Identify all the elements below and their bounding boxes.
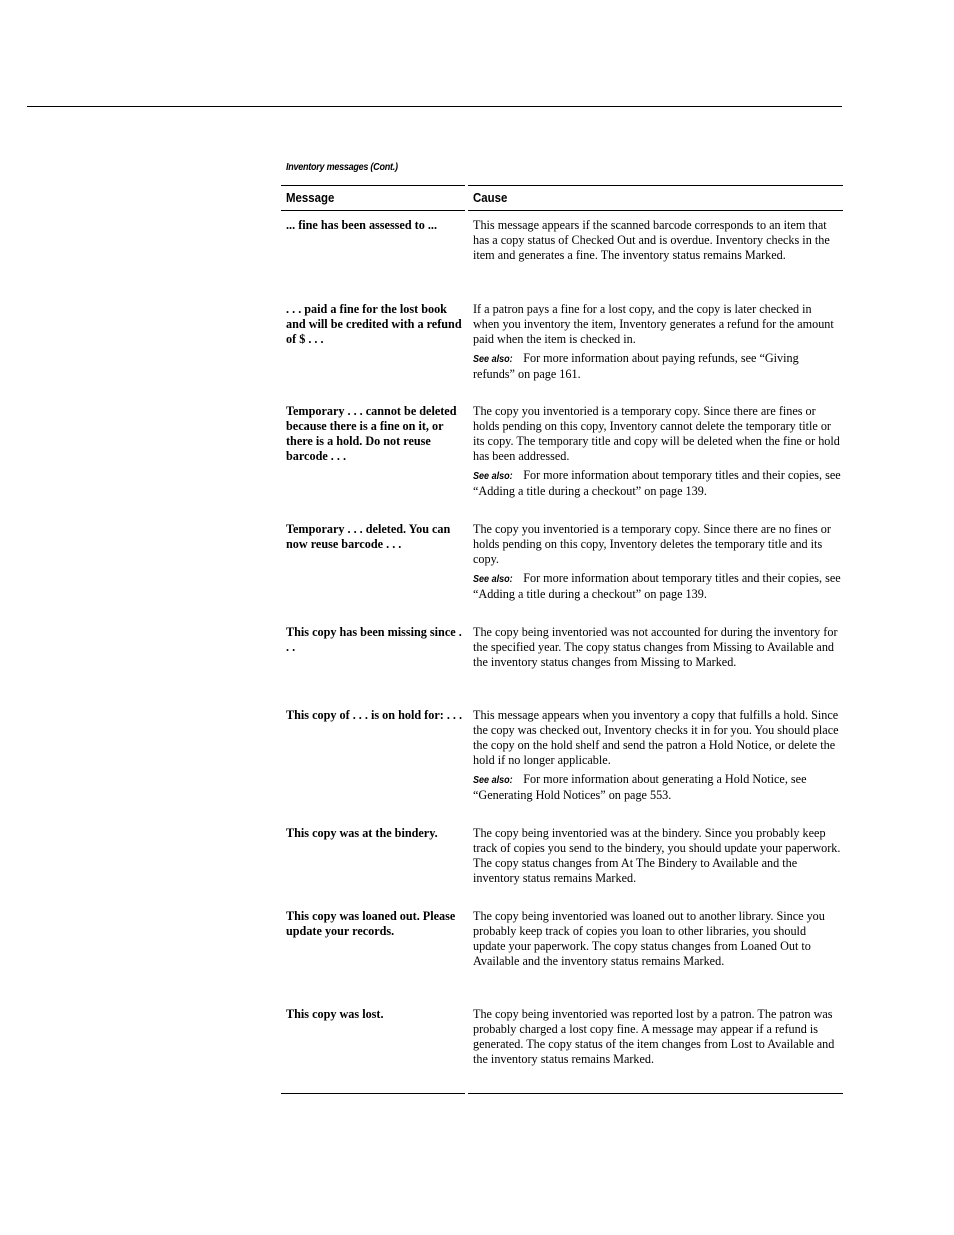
message-cell: This copy of . . . is on hold for: . . .	[286, 708, 463, 722]
cause-cell	[473, 1007, 841, 1067]
cause-text: The copy being inventoried was not accounted for during the inventory for the specified year. The copy status changes from Missing to Available and the inventory status changes from Missing to Marked.	[473, 625, 838, 669]
see-also-label: See also:	[473, 773, 513, 786]
table-bottom-rule	[281, 1093, 843, 1094]
message-cell: This copy was at the bindery.	[286, 826, 438, 840]
message-cell: . . . paid a fine for the lost book and will be credited with a refund of $ . . .	[286, 302, 462, 346]
cause-text: The copy you inventoried is a temporary copy. Since there are no fines or holds pending on this copy, Inventory deletes the temporary title and its copy.	[473, 522, 831, 566]
message-cell: This copy was lost.	[286, 1007, 384, 1021]
message-cell: Temporary . . . cannot be deleted because there is a fine on it, or there is a hold. Do not reuse barcode . . .	[286, 404, 457, 463]
see-also-note	[473, 468, 841, 499]
cause-cell	[473, 625, 841, 670]
see-also-text: For more information about generating a Hold Notice, see “Generating Hold Notices” on page 553.	[473, 771, 807, 802]
table-header-rule	[281, 210, 843, 211]
cause-text: This message appears if the scanned barcode corresponds to an item that has a copy status of Checked Out and is overdue. Inventory checks in the item and generates a fine. The inventory status remains Marked.	[473, 218, 830, 262]
cause-text: The copy being inventoried was loaned out to another library. Since you probably keep track of copies you loan to other libraries, you should update your paperwork. The copy status changes from Loaned Out to Available and the inventory status remains Marked.	[473, 909, 825, 968]
see-also-note	[473, 351, 841, 382]
see-also-label: See also:	[473, 352, 513, 365]
page-header-rule	[27, 106, 842, 107]
message-cell: Temporary . . . deleted. You can now reuse barcode . . .	[286, 522, 451, 551]
see-also-text: For more information about temporary titles and their copies, see “Adding a title during a checkout” on page 139.	[473, 467, 841, 498]
message-cell: ... fine has been assessed to ...	[286, 218, 437, 232]
cause-cell	[473, 302, 841, 382]
cause-text: If a patron pays a fine for a lost copy, and the copy is later checked in when you inventory the item, Inventory generates a refund for the amount paid when the item is checked in.	[473, 302, 834, 346]
see-also-note	[473, 571, 841, 602]
column-header-message: Message	[286, 190, 335, 205]
cause-text: The copy being inventoried was at the bindery. Since you probably keep track of copies you send to the bindery, you should update your paperwork. The copy status changes from At The Bindery to Available and the inventory status remains Marked.	[473, 826, 841, 885]
cause-cell	[473, 826, 841, 886]
see-also-label: See also:	[473, 572, 513, 585]
column-header-cause: Cause	[473, 190, 508, 205]
message-cell: This copy has been missing since . . .	[286, 625, 462, 654]
see-also-label: See also:	[473, 469, 513, 482]
message-cell: This copy was loaned out. Please update your records.	[286, 909, 456, 938]
cause-text: The copy you inventoried is a temporary copy. Since there are fines or holds pending on this copy, Inventory cannot delete the temporary title or its copy. The temporary title and copy will be deleted when the fine or hold has been addressed.	[473, 404, 840, 463]
table-caption: Inventory messages (Cont.)	[286, 161, 398, 173]
cause-text: The copy being inventoried was reported lost by a patron. The patron was probably charged a lost copy fine. A message may appear if a refund is generated. The copy status of the item changes from Lost to Available and the inventory status remains Marked.	[473, 1007, 835, 1066]
cause-cell	[473, 522, 841, 602]
cause-cell	[473, 909, 841, 969]
cause-cell	[473, 404, 841, 498]
cause-text: This message appears when you inventory a copy that fulfills a hold. Since the copy was checked out, Inventory checks it in for you. You should place the copy on the hold shelf and send the patron a Hold Notice, or delete the hold if no longer applicable.	[473, 708, 839, 767]
see-also-text: For more information about paying refunds, see “Giving refunds” on page 161.	[473, 350, 799, 381]
cause-cell	[473, 218, 841, 263]
see-also-note	[473, 772, 841, 803]
see-also-text: For more information about temporary titles and their copies, see “Adding a title during a checkout” on page 139.	[473, 570, 841, 601]
table-top-rule	[281, 185, 843, 186]
cause-cell	[473, 708, 841, 802]
